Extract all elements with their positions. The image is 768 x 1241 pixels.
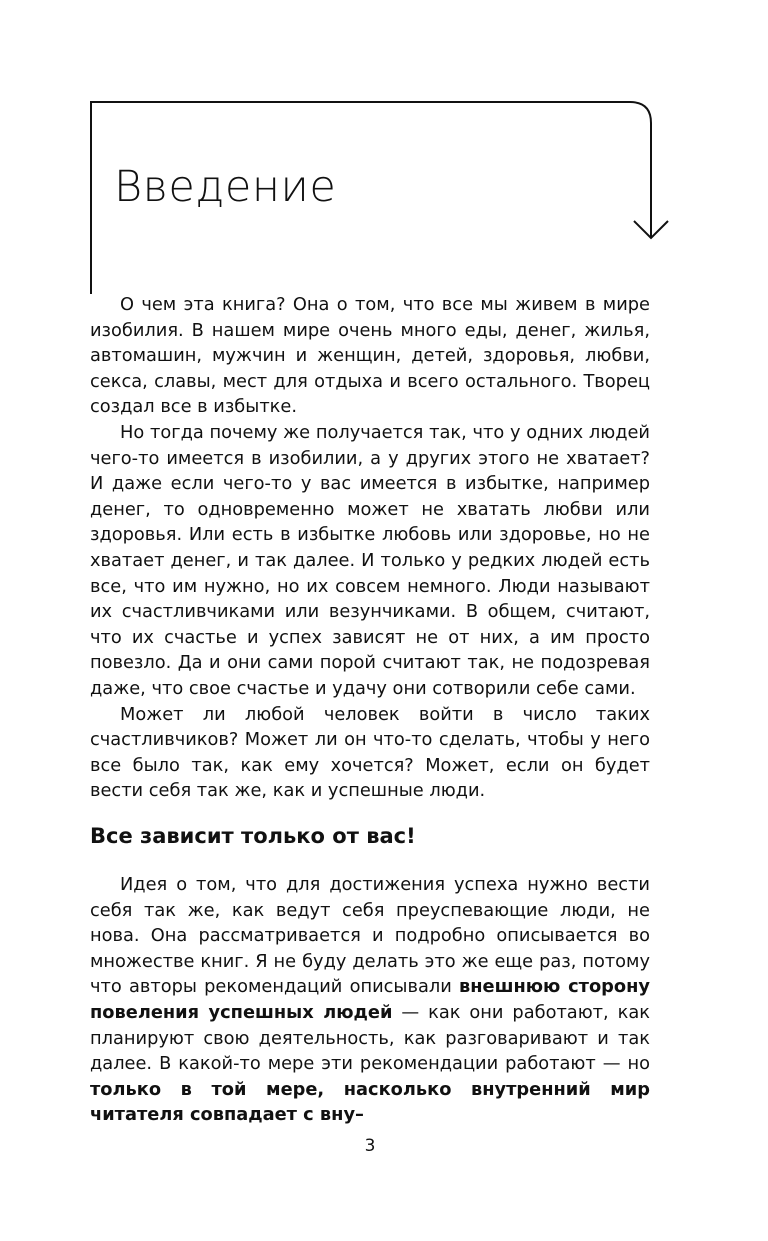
paragraph: Может ли любой человек войти в число таких счастливчиков? Может ли он что-то сделать, чтобы у него все было так, как ему хочется? Может, если он будет вести себя так же, как и успешные люди. <box>90 703 650 802</box>
page-number: 3 <box>364 1136 376 1156</box>
paragraph-text: Идея о том, что для достижения успеха нужно вести себя так же, как ведут себя преуспевающие люди, не нова. Она рассматривается и подробно описывается во множестве книг. Я не буду делать это же еще раз, потому что авторы рекомендаций описывали <box>90 874 650 998</box>
emphasis-text: внешнюю сторону повеления успешных людей <box>90 976 650 1023</box>
paragraph <box>90 872 650 1128</box>
paragraph: Но тогда почему же получается так, что у одних людей чего-то имеется в изобилии, а у других этого не хватает? И даже если чего-то у вас имеется в избытке, например денег, то одновременно может не хватать любви или здоровья. Или есть в избытке любовь или здоровье, но не хватает денег, и так далее. И только у редких людей есть все, что им нужно, но их совсем немного. Люди называют их счастливчиками или везунчиками. В общем, считают, что их счастье и успех зависят не от них, а им просто повезло. Да и они сами порой считают так, не подозревая даже, что свое счастье и удачу они сотворили себе сами. <box>90 421 650 699</box>
section-heading: Все зависит только от вас! <box>90 824 416 848</box>
paragraph-text: — как они работают, как планируют свою деятельность, как разговаривают и так далее. В какой-то мере эти рекомендации работают — но <box>90 1001 650 1075</box>
intro-text <box>90 292 650 804</box>
emphasis-text: только в той мере, насколько внутренний мир читателя совпадает с вну– <box>90 1078 650 1126</box>
chapter-title: Введение <box>114 162 337 212</box>
paragraph: О чем эта книга? Она о том, что все мы живем в мире изобилия. В нашем мире очень много еды, денег, жилья, автомашин, мужчин и женщин, детей, здоровья, любви, секса, славы, мест для отдыха и всего остального. Творец создал все в избытке. <box>90 294 650 418</box>
chapter-frame-arrow <box>0 0 768 300</box>
section-text <box>90 872 650 1128</box>
